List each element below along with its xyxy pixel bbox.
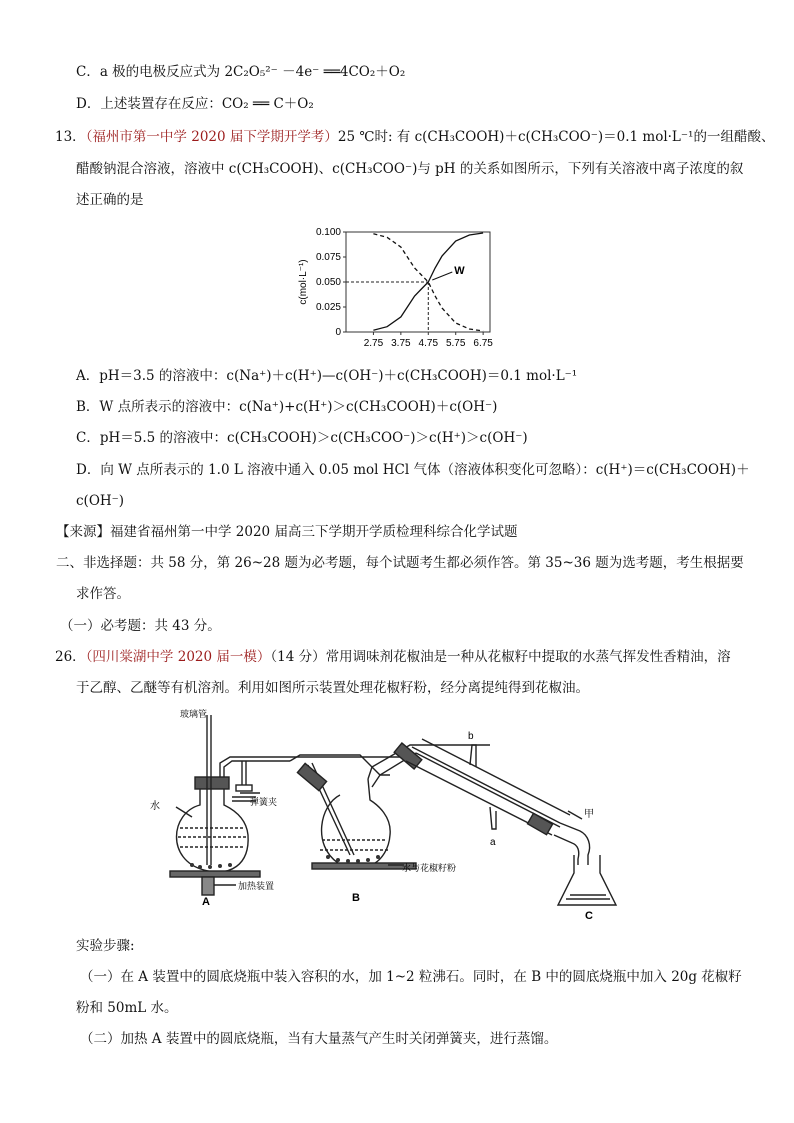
question-13-line-3: 述正确的是	[76, 192, 144, 208]
y-axis-label: c(mol·L⁻¹)	[298, 259, 309, 305]
question-source: （四川棠湖中学 2020 届一模）	[85, 649, 271, 665]
question-number: 26．	[55, 649, 86, 665]
x-tick-label: 4.75	[418, 338, 439, 349]
question-number: 13．	[55, 129, 86, 145]
step-2: （二）加热 A 装置中的圆底烧瓶，当有大量蒸气产生时关闭弹簧夹，进行蒸馏。	[80, 1031, 558, 1047]
label-b: b	[468, 731, 474, 742]
x-tick-label: 3.75	[391, 338, 411, 349]
question-13-line-1	[55, 127, 774, 147]
option-d-line-1: D．向 W 点所表示的 1.0 L 溶液中通入 0.05 mol HCl 气体（溶液体积变化可忽略）：c(H⁺)＝c(CH₃COOH)＋	[76, 462, 750, 478]
series-line-solid	[373, 233, 483, 330]
x-tick-label: 5.75	[445, 338, 466, 349]
x-tick-label: 2.75	[363, 338, 384, 349]
required-section: （一）必考题：共 43 分。	[60, 618, 221, 634]
option-a: A．pH＝3.5 的溶液中：c(Na⁺)＋c(H⁺)—c(OH⁻)＋c(CH₃COOH)＝0.1 mol·L⁻¹	[76, 368, 578, 384]
option-d-prev: D．上述装置存在反应：CO₂ ══ C＋O₂	[76, 96, 314, 112]
option-d-line-2: c(OH⁻)	[76, 493, 125, 509]
y-tick-label: 0.075	[315, 252, 341, 263]
question-text: （14 分）常用调味剂花椒油是一种从花椒籽中提取的水蒸气挥发性香精油，溶	[270, 649, 731, 665]
w-point-label: W	[454, 265, 465, 277]
label-a: a	[490, 837, 496, 848]
section-2-line-1: 二、非选择题：共 58 分，第 26~28 题为必考题，每个试题考生都必须作答。第 35~36 题为选考题，考生根据要	[56, 555, 744, 571]
label-heating-device: 加热装置	[238, 881, 275, 891]
label-glass-tube: 玻璃管	[180, 709, 208, 719]
question-source: （福州市第一中学 2020 届下学期开学考）	[85, 129, 338, 145]
w-pointer	[432, 272, 452, 280]
label-apparatus-a: A	[202, 896, 210, 908]
y-tick-label: 0.050	[315, 277, 341, 288]
ph-concentration-chart	[292, 222, 502, 352]
option-b: B．W 点所表示的溶液中：c(Na⁺)+c(H⁺)＞c(CH₃COOH)＋c(OH⁻)	[76, 399, 498, 415]
x-tick-label: 6.75	[473, 338, 493, 349]
step-1-line-2: 粉和 50mL 水。	[76, 1000, 178, 1016]
label-apparatus-b: B	[352, 892, 360, 904]
y-tick-label: 0	[335, 327, 341, 338]
label-water-pepper-powder: 水与花椒籽粉	[402, 863, 457, 873]
question-text: 25 ℃时: 有 c(CH₃COOH)＋c(CH₃COO⁻)＝0.1 mol·L⁻¹的一组醋酸、	[337, 129, 775, 145]
question-26-line-2: 于乙醇、乙醚等有机溶剂。利用如图所示装置处理花椒籽粉，经分离提纯得到花椒油。	[76, 680, 589, 696]
option-c-prev: C．a 极的电极反应式为 2C₂O₅²⁻ －4e⁻ ══4CO₂＋O₂	[76, 64, 406, 80]
distillation-apparatus-diagram	[140, 705, 630, 925]
label-jia: 甲	[584, 809, 594, 820]
label-water: 水	[150, 801, 160, 812]
question-26-line-1	[55, 647, 731, 667]
option-c: C．pH＝5.5 的溶液中：c(CH₃COOH)＞c(CH₃COO⁻)＞c(H⁺)＞c(OH⁻)	[76, 430, 528, 446]
source-note: 【来源】福建省福州第一中学 2020 届高三下学期开学质检理科综合化学试题	[56, 524, 518, 540]
y-tick-label: 0.025	[315, 302, 341, 313]
step-1-line-1: （一）在 A 装置中的圆底烧瓶中装入容积的水，加 1~2 粒沸石。同时，在 B 中的圆底烧瓶中加入 20g 花椒籽	[80, 969, 742, 985]
label-spring-clamp: 弹簧夹	[250, 797, 278, 807]
section-2-line-2: 求作答。	[76, 586, 130, 602]
label-apparatus-c: C	[585, 910, 593, 922]
question-13-line-2: 醋酸钠混合溶液，溶液中 c(CH₃COOH)、c(CH₃COO⁻)与 pH 的关系如图所示，下列有关溶液中离子浓度的叙	[76, 161, 744, 177]
y-tick-label: 0.100	[315, 227, 341, 238]
steps-heading: 实验步骤:	[76, 938, 135, 954]
